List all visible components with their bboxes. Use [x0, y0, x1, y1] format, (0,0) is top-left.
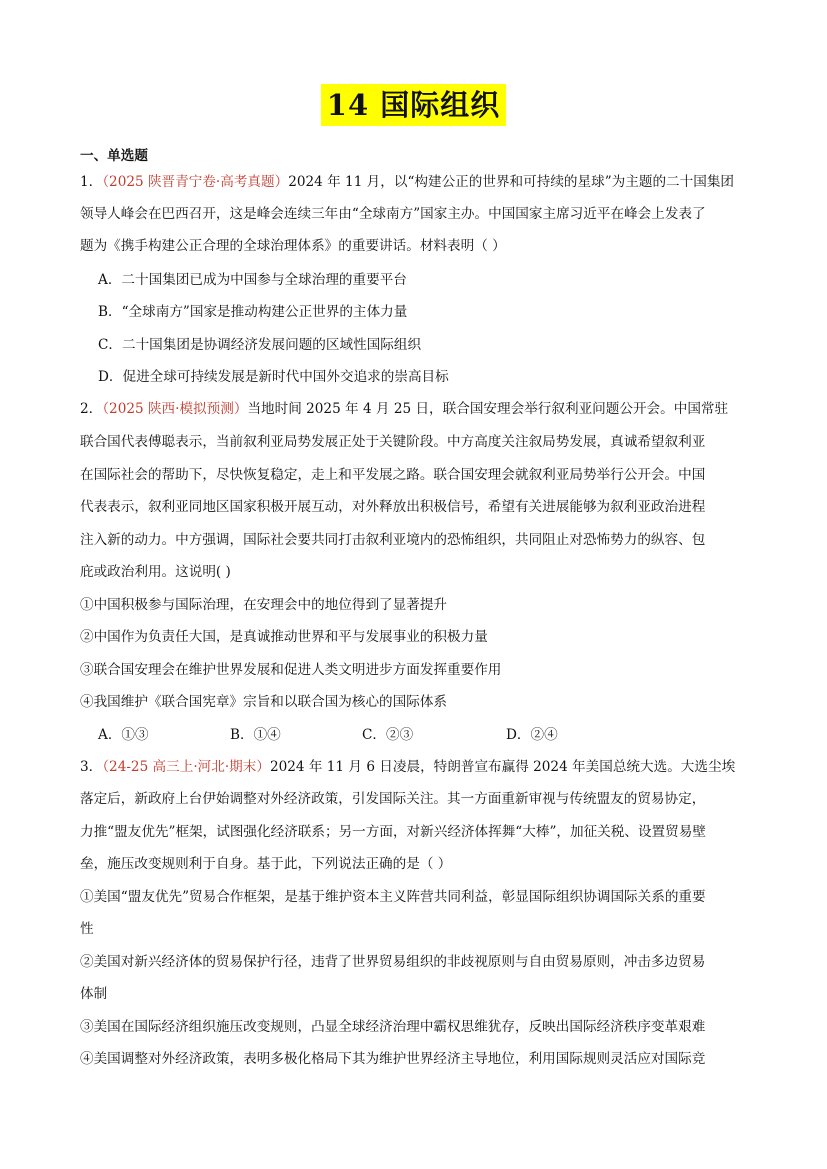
option-c: C．二十国集团是协调经济发展问题的区域性国际组织	[98, 337, 422, 353]
question-1-line-1	[80, 172, 734, 192]
question-3-line-1	[80, 757, 735, 777]
statement-4: ④美国调整对外经济政策，表明多极化格局下其为维护世界经济主导地位，利用国际规则灵活应对国际竞	[80, 1051, 706, 1067]
question-text-line: 在国际社会的帮助下，尽快恢复稳定，走上和平发展之路。联合国安理会就叙利亚局势举行公开会。中国	[80, 467, 706, 483]
question-number: 1．	[80, 174, 103, 190]
question-text-line: 联合国代表傅聪表示，当前叙利亚局势发展正处于关键阶段。中方高度关注叙局势发展，真诚希望叙利亚	[80, 434, 706, 450]
statement-2: ②美国对新兴经济体的贸易保护行径，违背了世界贸易组织的非歧视原则与自由贸易原则，冲击多边贸易	[80, 954, 706, 970]
statement-2-cont: 体制	[80, 986, 108, 1002]
statement-1: ①中国积极参与国际治理，在安理会中的地位得到了显著提升	[80, 597, 448, 613]
question-source: （2025 陕晋青宁卷·高考真题）	[102, 174, 289, 190]
option-a: A．①③	[98, 727, 149, 743]
question-text-line: 领导人峰会在巴西召开，这是峰会连续三年由“全球南方”国家主办。中国国家主席习近平在峰会上发表了	[80, 206, 706, 222]
statement-1: ①美国“盟友优先”贸易合作框架，是基于维护资本主义阵营共同利益，彰显国际组织协调国际关系的重要	[80, 889, 706, 905]
question-text-line: 力推“盟友优先”框架，试图强化经济联系；另一方面，对新兴经济体挥舞“大棒”，加征关税、设置贸易壁	[80, 824, 706, 840]
question-source: （2025 陕西·模拟预测）	[102, 401, 248, 417]
question-number: 2．	[80, 401, 103, 417]
statement-3: ③美国在国际经济组织施压改变规则，凸显全球经济治理中霸权思维犹存，反映出国际经济秩序变革艰难	[80, 1019, 706, 1035]
question-2-line-1	[80, 399, 728, 419]
statement-3: ③联合国安理会在维护世界发展和促进人类文明进步方面发挥重要作用	[80, 662, 502, 678]
question-text: 2024 年 11 月 6 日凌晨，特朗普宣布赢得 2024 年美国总统大选。大选尘埃	[269, 759, 736, 775]
question-text-line: 庇或政治利用。这说明( )	[80, 564, 231, 580]
question-text-line: 落定后，新政府上台伊始调整对外经济政策，引发国际关注。其一方面重新审视与传统盟友的贸易协定，	[80, 791, 706, 807]
statement-4: ④我国维护《联合国宪章》宗旨和以联合国为核心的国际体系	[80, 694, 448, 710]
question-number: 3．	[80, 759, 103, 775]
question-text: 2024 年 11 月，以“构建公正的世界和可持续的星球”为主题的二十国集团	[288, 174, 735, 190]
question-text-line: 题为《携手构建公正合理的全球治理体系》的重要讲话。材料表明（ ）	[80, 238, 506, 254]
option-a: A．二十国集团已成为中国参与全球治理的重要平台	[98, 272, 407, 288]
question-text: 当地时间 2025 年 4 月 25 日，联合国安理会举行叙利亚问题公开会。中国常驻	[247, 401, 729, 417]
question-text-line: 垒，施压改变规则利于自身。基于此，下列说法正确的是（ ）	[80, 856, 452, 872]
question-text-line: 代表表示，叙利亚同地区国家积极开展互动，对外释放出积极信号，希望有关进展能够为叙利亚政治进程	[80, 499, 706, 515]
option-d: D．②④	[506, 727, 558, 743]
statement-1-cont: 性	[80, 921, 94, 937]
title-block	[0, 84, 827, 126]
question-text-line: 注入新的动力。中方强调，国际社会要共同打击叙利亚境内的恐怖组织，共同阻止对恐怖势力的纵容、包	[80, 532, 706, 548]
option-d: D．促进全球可持续发展是新时代中国外交追求的崇高目标	[98, 369, 449, 385]
question-source: （24-25 高三上·河北·期末）	[102, 759, 270, 775]
section-heading: 一、单选题	[80, 148, 148, 164]
page-title: 14 国际组织	[321, 84, 506, 126]
option-b: B．①④	[230, 727, 281, 743]
options-row	[98, 725, 558, 745]
option-c: C．②③	[362, 727, 414, 743]
statement-2: ②中国作为负责任大国，是真诚推动世界和平与发展事业的积极力量	[80, 629, 488, 645]
option-b: B．“全球南方”国家是推动构建公正世界的主体力量	[98, 304, 408, 320]
